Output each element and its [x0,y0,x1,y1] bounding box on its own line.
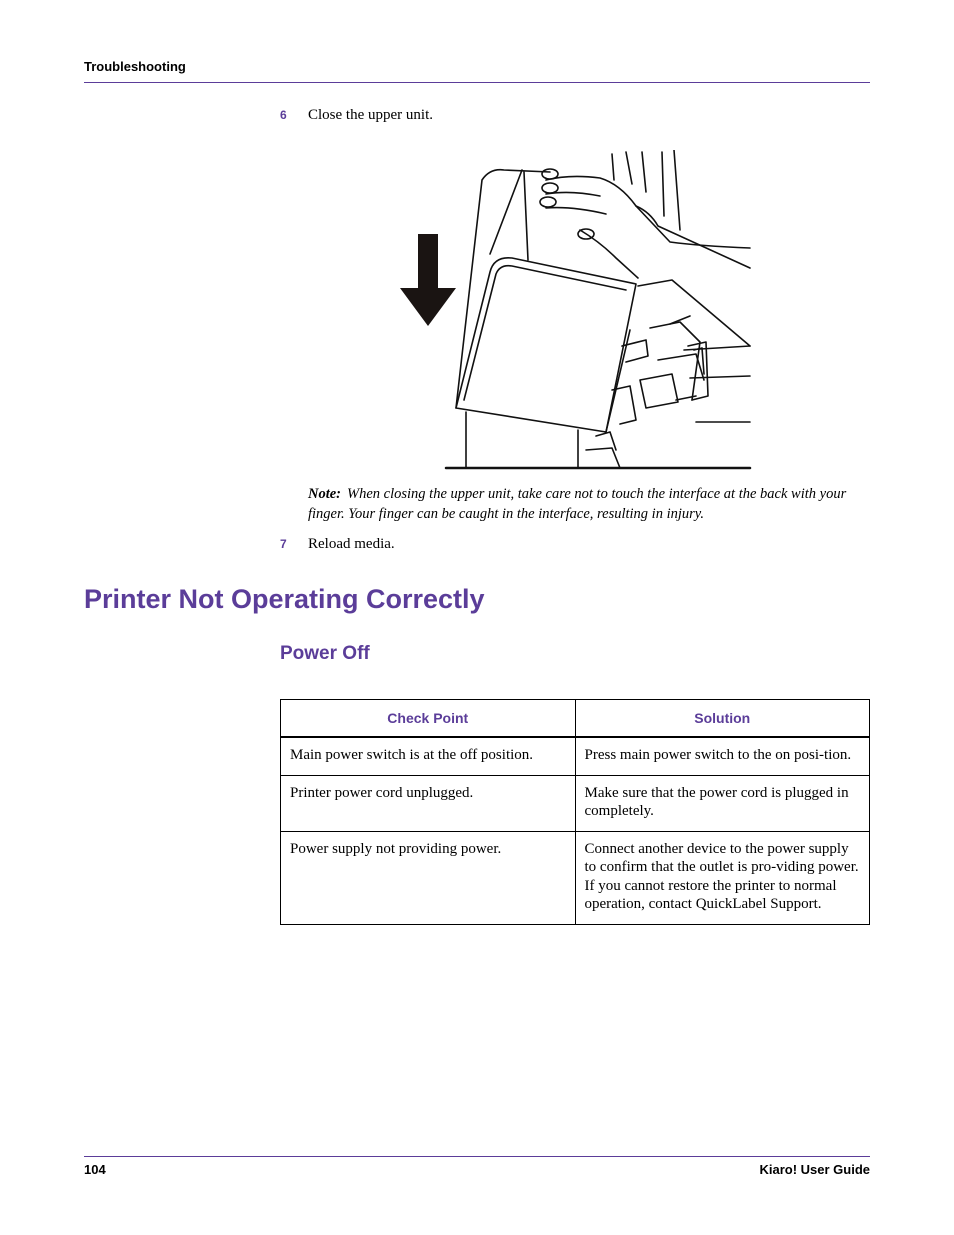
note-label: Note: [308,486,342,502]
solution-cell: Make sure that the power cord is plugged in completely. [575,775,870,831]
page-number: 104 [84,1162,106,1177]
check-point-cell: Main power switch is at the off position. [281,737,576,775]
step-number: 7 [280,537,287,551]
subsection-heading: Power Off [280,643,370,664]
guide-title: Kiaro! User Guide [759,1162,870,1177]
header-rule [84,82,870,83]
running-header: Troubleshooting [84,59,186,74]
caution-note [308,484,868,524]
table-row [281,775,870,831]
section-heading: Printer Not Operating Correctly [84,584,485,614]
table-header-row [281,700,870,738]
step-6 [280,107,433,124]
solution-cell: Connect another device to the power supply to confirm that the outlet is pro-viding power. If you cannot restore the printer to normal operation, contact QuickLabel Support. [575,831,870,924]
footer-rule [84,1156,870,1157]
column-header-solution: Solution [575,700,870,738]
printer-closing-illustration [400,150,752,475]
table-row [281,737,870,775]
step-text: Reload media. [308,536,395,552]
note-text: When closing the upper unit, take care not to touch the interface at the back with your finger. Your finger can be caught in the interface, resulting in injury. [308,486,847,522]
check-point-cell: Printer power cord unplugged. [281,775,576,831]
check-point-cell: Power supply not providing power. [281,831,576,924]
step-text: Close the upper unit. [308,107,433,123]
step-7 [280,536,395,553]
solution-cell: Press main power switch to the on posi-tion. [575,737,870,775]
column-header-check-point: Check Point [281,700,576,738]
table-row [281,831,870,924]
troubleshooting-table [280,699,870,925]
step-number: 6 [280,108,287,122]
